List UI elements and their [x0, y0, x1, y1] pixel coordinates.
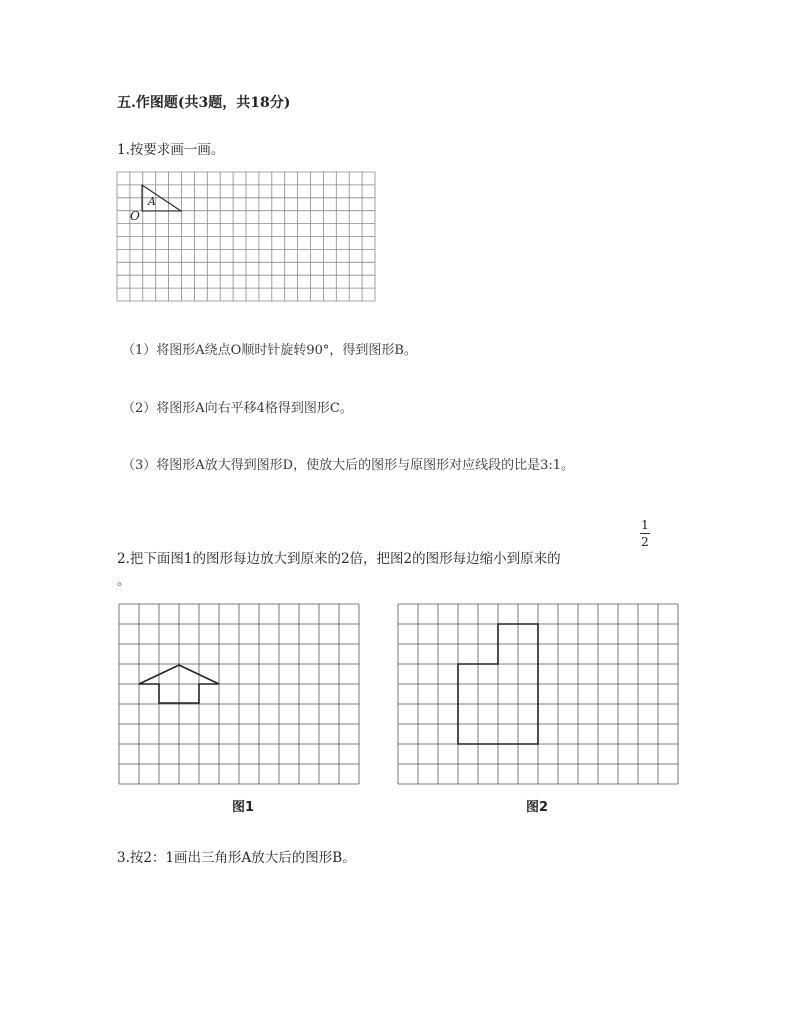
q1-prompt: 1.按要求画一画。 — [117, 142, 225, 158]
q1-grid — [117, 172, 377, 302]
fraction-denominator: 2 — [641, 535, 649, 549]
fig2-caption: 图2 — [526, 800, 549, 815]
fig1-caption: 图1 — [232, 800, 255, 815]
q2-prompt: 2.把下面图1的图形每边放大到原来的2倍，把图2的图形每边缩小到原来的 — [117, 551, 561, 567]
fig2-grid — [398, 604, 678, 786]
q2-tail: 。 — [117, 573, 131, 589]
fraction-half — [640, 518, 650, 549]
fraction-numerator: 1 — [641, 518, 649, 532]
label-o: O — [130, 209, 140, 223]
section-title: 五.作图题(共3题，共18分) — [117, 95, 291, 111]
q1-sub-2: （2）将图形A向右平移4格得到图形C。 — [122, 401, 353, 416]
q1-sub-1: （1）将图形A绕点O顺时针旋转90°，得到图形B。 — [122, 343, 417, 358]
q3-prompt: 3.按2：1画出三角形A放大后的图形B。 — [117, 850, 356, 866]
q1-sub-3: （3）将图形A放大得到图形D，使放大后的图形与原图形对应线段的比是3:1。 — [122, 458, 575, 473]
label-a: A — [148, 195, 156, 208]
fig1-grid — [119, 604, 361, 786]
